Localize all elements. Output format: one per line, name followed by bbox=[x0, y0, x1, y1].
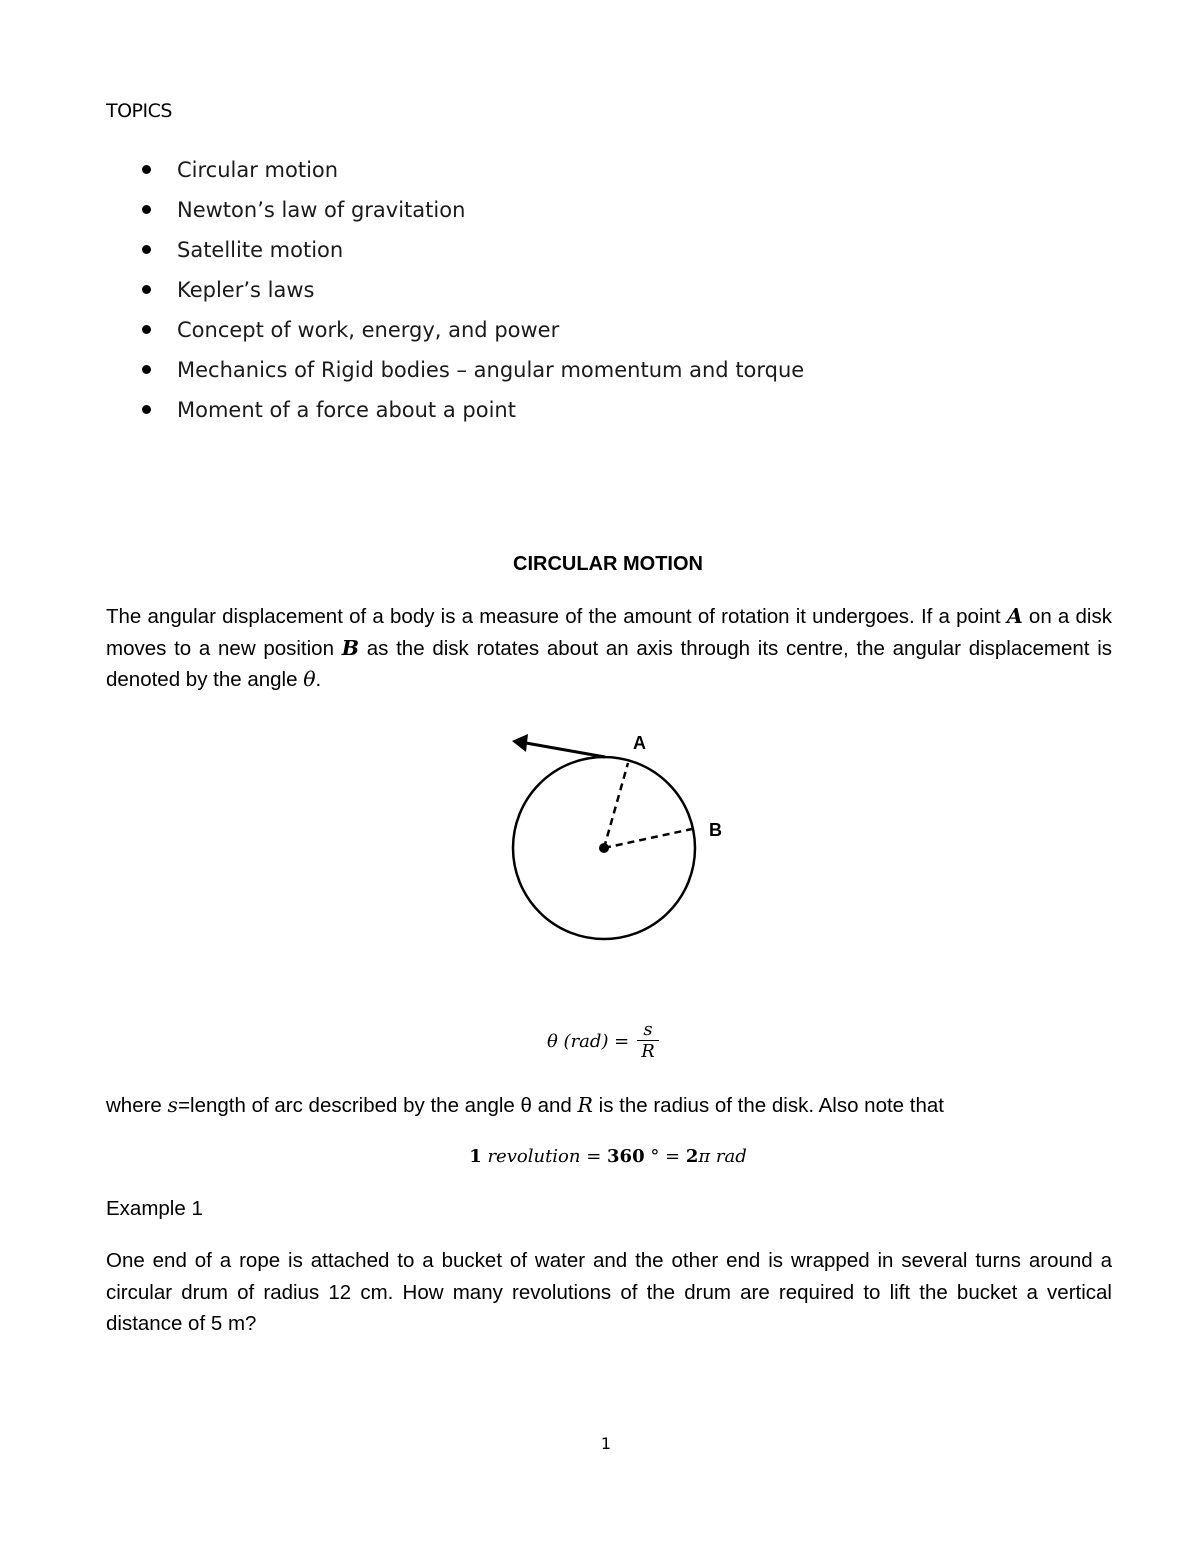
bullet-icon bbox=[142, 405, 151, 414]
formula-text: revolution = bbox=[481, 1146, 608, 1167]
tangent-arrow-line bbox=[526, 743, 605, 757]
label-a: A bbox=[633, 733, 646, 753]
label-b: B bbox=[709, 820, 722, 840]
point-b-variable: B bbox=[341, 635, 360, 660]
topic-text: Mechanics of Rigid bodies – angular momentum and torque bbox=[177, 358, 805, 382]
tangent-arrow-head-icon bbox=[512, 734, 528, 752]
radius-to-b bbox=[604, 829, 692, 848]
circular-motion-diagram bbox=[500, 725, 740, 945]
list-item bbox=[140, 395, 804, 435]
topic-text: Satellite motion bbox=[177, 238, 344, 262]
bullet-icon bbox=[142, 205, 151, 214]
bullet-icon bbox=[142, 245, 151, 254]
bullet-icon bbox=[142, 325, 151, 334]
bullet-icon bbox=[142, 285, 151, 294]
section-title: CIRCULAR MOTION bbox=[513, 553, 703, 575]
bullet-icon bbox=[142, 165, 151, 174]
intro-paragraph bbox=[106, 601, 1112, 696]
topic-list bbox=[140, 155, 804, 435]
formula-number: 360 bbox=[607, 1146, 645, 1167]
topics-heading: TOPICS bbox=[106, 100, 172, 122]
theta-variable: θ bbox=[303, 667, 316, 691]
paragraph-text: =length of arc described by the angle θ and bbox=[178, 1094, 578, 1117]
formula-text: π rad bbox=[698, 1146, 747, 1167]
list-item bbox=[140, 235, 804, 275]
s-variable: s bbox=[167, 1093, 179, 1117]
paragraph-text: The angular displacement of a body is a measure of the amount of rotation it undergoes. If a point bbox=[106, 605, 1007, 628]
example-label: Example 1 bbox=[106, 1197, 203, 1220]
fraction-numerator: s bbox=[643, 1019, 653, 1040]
page-number: 1 bbox=[600, 1434, 612, 1453]
list-item bbox=[140, 275, 804, 315]
paragraph-text: is the radius of the disk. Also note that bbox=[592, 1094, 944, 1117]
where-line bbox=[106, 1093, 944, 1118]
point-a-variable: A bbox=[1006, 604, 1023, 628]
list-item bbox=[140, 155, 804, 195]
formula-lhs: θ (rad) = bbox=[547, 1031, 630, 1052]
r-variable: R bbox=[577, 1093, 593, 1117]
bullet-icon bbox=[142, 365, 151, 374]
list-item bbox=[140, 315, 804, 355]
topic-text: Circular motion bbox=[177, 158, 339, 182]
example-text: One end of a rope is attached to a bucket of water and the other end is wrapped in several turns around a circular drum of radius 12 cm. How many revolutions of the drum are required to lift the bucket a vertical distance of 5 m? bbox=[106, 1249, 1112, 1335]
list-item bbox=[140, 355, 804, 395]
revolution-formula bbox=[0, 1146, 1200, 1167]
paragraph-text: as the disk rotates about an axis through its centre, the angular displacement is denoted by the angle bbox=[106, 636, 1112, 691]
paragraph-text: on a disk moves to a new position bbox=[106, 605, 1112, 660]
paragraph-text: where bbox=[106, 1094, 168, 1117]
topic-text: Newton’s law of gravitation bbox=[177, 198, 466, 222]
angle-formula bbox=[547, 1020, 659, 1063]
fraction-denominator: R bbox=[637, 1040, 659, 1063]
formula-number: 1 bbox=[469, 1146, 482, 1167]
radius-to-a bbox=[604, 763, 628, 848]
list-item bbox=[140, 195, 804, 235]
formula-text: ° = bbox=[644, 1146, 686, 1167]
center-point bbox=[599, 843, 609, 853]
topic-text: Concept of work, energy, and power bbox=[177, 318, 560, 342]
paragraph-text: . bbox=[315, 668, 322, 691]
topic-text: Moment of a force about a point bbox=[177, 398, 516, 422]
fraction bbox=[637, 1020, 659, 1063]
topic-text: Kepler’s laws bbox=[177, 278, 315, 302]
formula-number: 2 bbox=[685, 1146, 699, 1167]
